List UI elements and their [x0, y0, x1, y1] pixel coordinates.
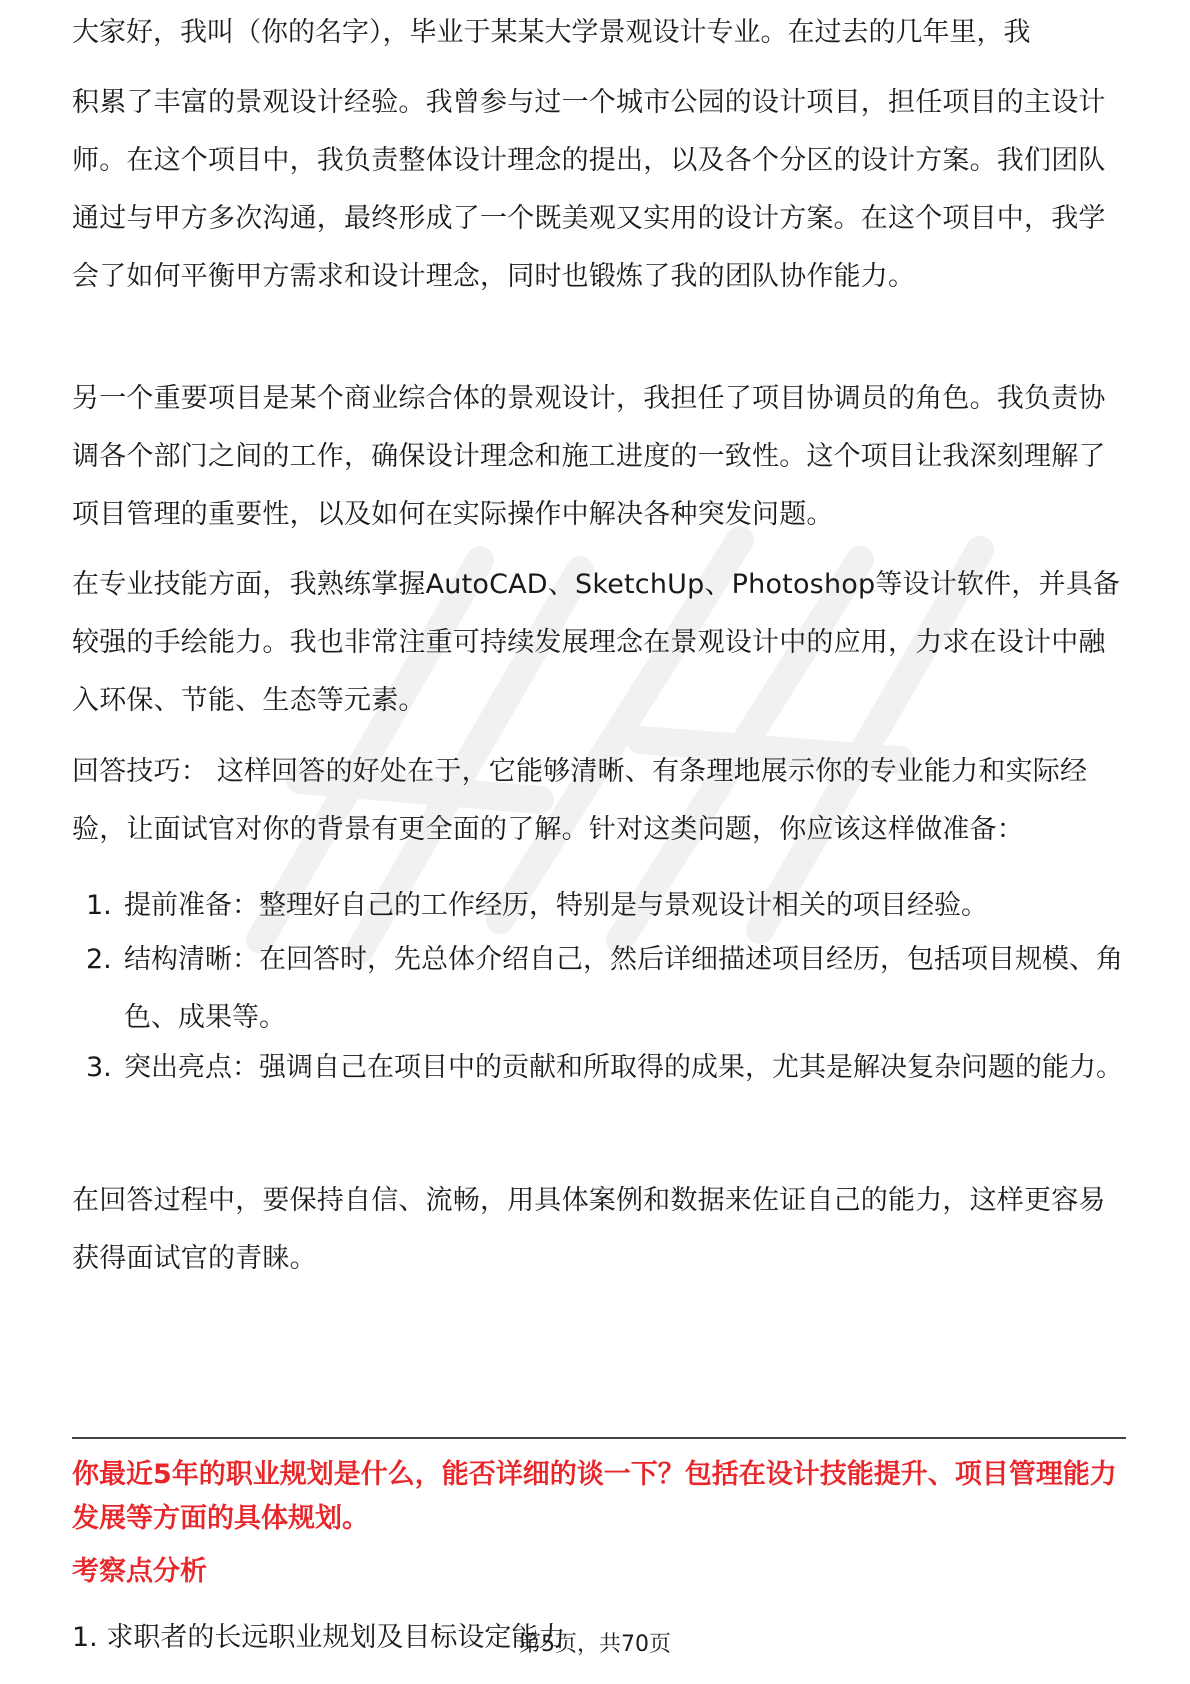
paragraph-answer-tips: 回答技巧： 这样回答的好处在于，它能够清晰、有条理地展示你的专业能力和实际经验，让面试官对你的背景有更全面的了解。针对这类问题，你应该这样做准备： [72, 756, 1088, 845]
list-number: 2. [86, 944, 112, 975]
list-number: 3. [86, 1052, 112, 1083]
section-divider [72, 1437, 1126, 1439]
interview-question: 你最近5年的职业规划是什么，能否详细的谈一下？包括在设计技能提升、项目管理能力发展等方面的具体规划。 [72, 1459, 1117, 1534]
paragraph-skills: 在专业技能方面，我熟练掌握AutoCAD、SketchUp、Photoshop等设计软件，并具备较强的手绘能力。我也非常注重可持续发展理念在景观设计中的应用，力求在设计中融入环保、节能、生态等元素。 [72, 569, 1121, 716]
paragraph-project-commercial: 另一个重要项目是某个商业综合体的景观设计，我担任了项目协调员的角色。我负责协调各个部门之间的工作，确保设计理念和施工进度的一致性。这个项目让我深刻理解了项目管理的重要性，以及如何在实际操作中解决各种突发问题。 [72, 383, 1106, 530]
list-number: 1. [86, 890, 112, 921]
cut-off-top-line: 大家好，我叫（你的名字），毕业于某某大学景观设计专业。在过去的几年里，我 [72, 17, 1031, 48]
paragraph-closing: 在回答过程中，要保持自信、流畅，用具体案例和数据来佐证自己的能力，这样更容易获得面试官的青睐。 [72, 1185, 1106, 1274]
page-number: 第5页，共70页 [519, 1632, 671, 1657]
paragraph-project-park: 积累了丰富的景观设计经验。我曾参与过一个城市公园的设计项目，担任项目的主设计师。在这个项目中，我负责整体设计理念的提出，以及各个分区的设计方案。我们团队通过与甲方多次沟通，最终形成了一个既美观又实用的设计方案。在这个项目中，我学会了如何平衡甲方需求和设计理念，同时也锻炼了我的团队协作能力。 [72, 87, 1106, 292]
list-text: 提前准备：整理好自己的工作经历，特别是与景观设计相关的项目经验。 [124, 890, 988, 921]
section-heading: 考察点分析 [72, 1556, 207, 1587]
list-text: 突出亮点：强调自己在项目中的贡献和所取得的成果，尤其是解决复杂问题的能力。 [124, 1052, 1123, 1083]
cut-off-list-item: 1. 求职者的长远职业规划及目标设定能力 [72, 1622, 566, 1653]
list-text: 结构清晰：在回答时，先总体介绍自己，然后详细描述项目经历，包括项目规模、角色、成果等。 [124, 944, 1123, 1033]
